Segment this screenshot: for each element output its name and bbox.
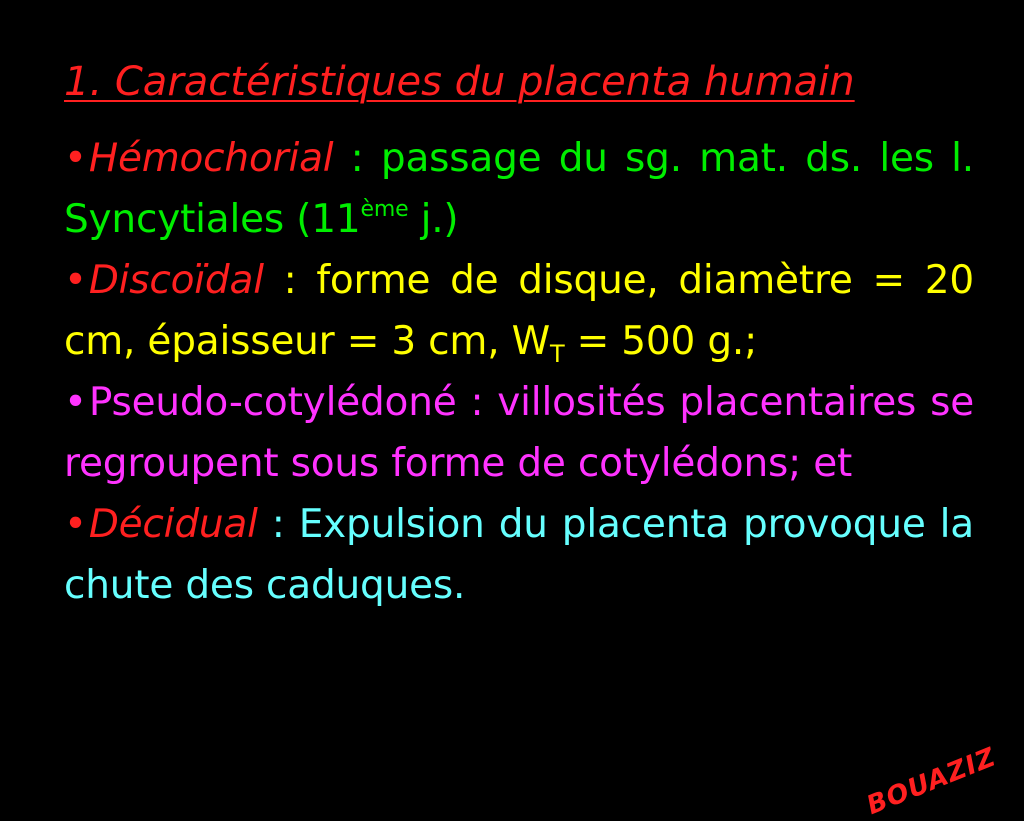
bullet-dot: • xyxy=(64,502,87,547)
term-separator: : xyxy=(257,502,299,547)
term-separator: : xyxy=(263,258,317,303)
term-separator: : xyxy=(333,136,381,181)
bullet-dot: • xyxy=(64,258,87,303)
term-decidual: Décidual xyxy=(88,502,258,547)
term-separator: : xyxy=(456,380,498,425)
term-pseudo-cotyledone: Pseudo-cotylédoné xyxy=(88,380,457,425)
subscript-t: T xyxy=(549,340,565,368)
definition-discoidal: forme de disque, diamètre = 20 cm, épaisseur = 3 cm, W xyxy=(64,258,974,364)
definition-hemochorial-end: j.) xyxy=(408,197,459,242)
term-hemochorial: Hémochorial xyxy=(88,136,334,181)
definition-decidual: Expulsion du placenta provoque la chute des caduques. xyxy=(64,502,974,608)
author-signature: BOUAZIZ xyxy=(862,742,1000,821)
term-discoidal: Discoïdal xyxy=(88,258,264,303)
bullet-pseudo-cotyledone xyxy=(64,372,974,494)
bullet-discoidal xyxy=(64,250,974,372)
definition-pseudo-cotyledone: villosités placentaires se regroupent sous forme de cotylédons; et xyxy=(64,380,974,486)
bullet-dot: • xyxy=(64,380,87,425)
bullet-list xyxy=(64,128,974,616)
definition-hemochorial: passage du sg. mat. ds. les l. Syncytiales (11 xyxy=(64,136,974,242)
bullet-decidual xyxy=(64,494,974,616)
superscript-eme: ème xyxy=(360,197,409,222)
definition-discoidal-end: = 500 g.; xyxy=(564,319,758,364)
slide-title: 1. Caractéristiques du placenta humain xyxy=(64,59,855,105)
bullet-dot: • xyxy=(64,136,87,181)
bullet-hemochorial xyxy=(64,128,974,250)
